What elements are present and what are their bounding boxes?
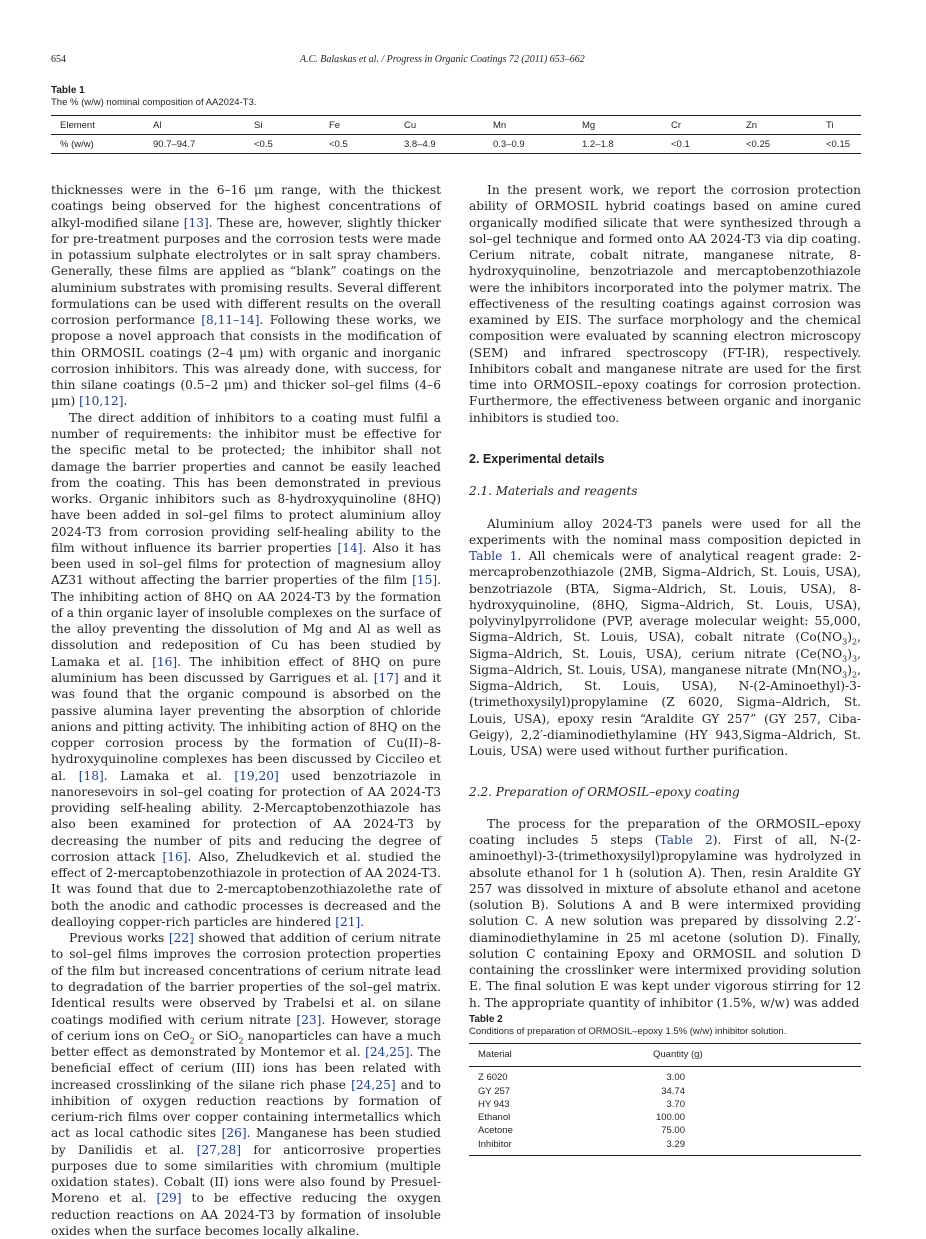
- citation-link[interactable]: [26]: [221, 1126, 247, 1141]
- section-heading: 2. Experimental details: [469, 451, 605, 466]
- running-title: A.C. Balaskas et al. / Progress in Organic Coatings 72 (2011) 653–662: [300, 54, 585, 65]
- subsection-heading: 2.2. Preparation of ORMOSIL–epoxy coating: [469, 784, 740, 799]
- table2-cell: Ethanol: [478, 1112, 511, 1124]
- table1-header-cell: Si: [254, 119, 263, 131]
- table2-cell: Z 6020: [478, 1072, 508, 1084]
- table1-cell: <0.5: [254, 138, 273, 150]
- citation-link[interactable]: [24,25]: [351, 1077, 396, 1092]
- table-link[interactable]: Table 1: [469, 549, 518, 564]
- preparation-paragraph: The process for the preparation of the ORMOSIL–epoxy coating includes 5 steps (Table 2). First of all, N-(2-aminoethyl)-3-(trimethoxysilyl)propylamine was hydrolyzed in absolute ethanol for 1 h (solution A). Then, resin Araldite GY 257 was dissolved in mixture of absolute ethanol and acetone (solution B). Solutions A and B were intermixed providing solution C. A new solution was prepared by dissolving 2.2′-diaminodiethylamine in 25 ml acetone (solution D). Finally, solution C containing Epoxy and ORMOSIL and solution D containing the crosslinker were intermixed providing solution E. The final solution E was kept under vigorous stirring for 12 h. The appropriate quantity of inhibitor (1.5%, w/w) was added: [469, 816, 861, 1010]
- table1-header-cell: Cu: [404, 119, 417, 131]
- citation-link[interactable]: [16]: [152, 654, 178, 669]
- citation-link[interactable]: [8,11–14]: [201, 313, 260, 328]
- table2-cell: 3.70: [666, 1098, 685, 1110]
- table1-header-cell: Mg: [582, 119, 596, 131]
- table1-header-cell: Ti: [826, 119, 834, 131]
- table1-cell: 3.8–4.9: [404, 138, 436, 150]
- table1-label: Table 1: [51, 85, 85, 96]
- table1-header-cell: Mn: [493, 119, 507, 131]
- table2-cell: Inhibitor: [478, 1138, 512, 1150]
- table2-cell: 75.00: [661, 1125, 685, 1137]
- table1-cell: <0.5: [329, 138, 348, 150]
- table-link[interactable]: Table 2: [659, 833, 713, 848]
- table1-header-cell: Fe: [329, 119, 341, 131]
- table2-header-cell: Material: [478, 1049, 512, 1060]
- table1-header-cell: Element: [60, 119, 95, 131]
- table2-block: [469, 1014, 861, 1156]
- table2-cell: Acetone: [478, 1125, 513, 1137]
- left-column: [51, 182, 441, 1239]
- citation-link[interactable]: [14]: [337, 540, 363, 555]
- table1-header-cell: Al: [153, 119, 162, 131]
- intro-paragraph: In the present work, we report the corrosion protection ability of ORMOSIL hybrid coatings based on amine cured organically modified silicate that were synthesized through a sol–gel technique and formed onto AA 2024-T3 via dip coating. Cerium nitrate, cobalt nitrate, manganese nitrate, 8-hydroxyquinoline, benzotriazole and mercaptobenzothiazole were the inhibitors incorporated into the polymer matrix. The effectiveness of the resulting coatings against corrosion was examined by EIS. The surface morphology and the chemical composition were evaluated by scanning electron microscopy (SEM) and infrared spectroscopy (FT-IR), respectively. Inhibitors cobalt and manganese nitrate are used for the first time into ORMOSIL–epoxy coatings for corrosion protection. Furthermore, the effectiveness between organic and inorganic inhibitors is studied too.: [469, 183, 861, 425]
- table1: [51, 115, 861, 154]
- citation-link[interactable]: [24,25]: [365, 1045, 410, 1060]
- table1-caption: The % (w/w) nominal composition of AA2024-T3.: [51, 97, 257, 108]
- table2-cell: HY 943: [478, 1098, 510, 1110]
- table1-cell: <0.1: [671, 138, 690, 150]
- table1-header-cell: Zn: [746, 119, 758, 131]
- left-paragraph-1: thicknesses were in the 6–16 μm range, with the thickest coatings being observed for the highest concentrations of alkyl-modified silane [13]. These are, however, slightly thicker for pre-treatment purposes and the corrosion tests were made in potassium sulphate electrolytes or in salt spray chambers. Generally, these films are applied as “blank” coatings on the aluminium substrates with promising results. Several different formulations can be used with different results on the overall corrosion performance [8,11–14]. Following these works, we propose a novel approach that consists in the modification of thin ORMOSIL coatings (2–4 μm) with organic and inorganic corrosion inhibitors. This was already done, with success, for thin silane coatings (0.5–2 μm) and thicker sol–gel films (4–6 μm) [10,12].: [51, 183, 441, 409]
- table2-cell: GY 257: [478, 1085, 511, 1097]
- table2-cell: 3.29: [666, 1138, 685, 1150]
- table2: [469, 1043, 861, 1156]
- table2-cell: 100.00: [655, 1112, 685, 1124]
- table1-cell: 90.7–94.7: [153, 138, 196, 150]
- table1-cell: <0.25: [746, 138, 771, 150]
- citation-link[interactable]: [21]: [335, 914, 361, 929]
- left-paragraph-2: The direct addition of inhibitors to a coating must fulfil a number of requirements: the inhibitor must be effective for the specific metal to be protected; the inhibitor shall not damage the barrier properties and cannot be easily leached from the coating. This has been demonstrated in previous works. Organic inhibitors such as 8-hydroxyquinoline (8HQ) have been added in sol–gel films to protect aluminium alloy 2024-T3 from corrosion providing self-healing ability to the film without influence its barrier properties [14]. Also it has been used in sol–gel films for protection of magnesium alloy AZ31 without affecting the barrier properties of the film [15]. The inhibiting action of 8HQ on AA 2024-T3 by the formation of a thin organic layer of insoluble complexes on the surface of the alloy preventing the dissolution of Mg and Al as well as dissolution and redeposition of Cu has been studied by Lamaka et al. [16]. The inhibition effect of 8HQ on pure aluminium has been discussed by Garrigues et al. [17] and it was found that the organic compound is absorbed on the passive alumina layer preventing the absorption of chloride anions and pitting activity. The inhibiting action of 8HQ on the copper corrosion process by the formation of Cu(II)–8-hydroxyquinoline complexes has been discussed by Ciccileo et al. [18]. Lamaka et al. [19,20] used benzotriazole in nanoresevoirs in sol–gel coating for protection of AA 2024-T3 providing self-healing ability. 2-Mercaptobenzothiazole has also been examined for protection of AA 2024-T3 by decreasing the number of pits and reducing the degree of corrosion attack [16]. Also, Zheludkevich et al. studied the effect of 2-mercaptobenzothiazole in protection of AA 2024-T3. It was found that due to 2-mercaptobenzothiazolethe rate of both the anodic and cathodic processes is decreased and the dealloying copper-rich particles are hindered [21].: [51, 410, 442, 929]
- table2-label: Table 2: [469, 1014, 503, 1025]
- right-column: [469, 182, 861, 1011]
- table2-cell: 34.74: [661, 1085, 685, 1097]
- table1-cell: <0.15: [826, 138, 851, 150]
- citation-link[interactable]: [17]: [373, 670, 399, 685]
- citation-link[interactable]: [10,12]: [79, 394, 124, 409]
- table2-cell: 3.00: [666, 1072, 685, 1084]
- citation-link[interactable]: [23]: [296, 1012, 322, 1027]
- subsection-heading: 2.1. Materials and reagents: [469, 484, 638, 499]
- table1-cell: 1.2–1.8: [582, 138, 614, 150]
- table1-block: [51, 85, 861, 154]
- citation-link[interactable]: [19,20]: [234, 768, 279, 783]
- left-paragraph-3: Previous works [22] showed that addition of cerium nitrate to sol–gel films improves the corrosion protection properties of the film but increased concentrations of cerium nitrate lead to degradation of the barrier properties of the sol–gel matrix. Identical results were observed by Trabelsi et al. on silane coatings modified with cerium nitrate [23]. However, storage of cerium ions on CeO$_2$ or SiO$_2$ nanoparticles can have a much better effect as demonstrated by Montemor et al. [24,25]. The beneficial effect of cerium (III) ions has been related with increased crosslinking of the silane rich phase [24,25] and to inhibition of oxygen reduction reactions by formation of cerium-rich films over copper containing intermetallics which act as local cathodic sites [26]. Manganese has been studied by Danilidis et al. [27,28] for anticorrosive properties purposes due to some similarities with chromium (multiple oxidation states). Cobalt (II) ions were also found by Presuel-Moreno et al. [29] to be effective reducing the oxygen reduction reactions on AA 2024-T3 by formation of insoluble oxides when the surface becomes locally alkaline.: [51, 931, 442, 1238]
- citation-link[interactable]: [29]: [156, 1191, 182, 1206]
- citation-link[interactable]: [27,28]: [196, 1142, 242, 1157]
- page-number: 654: [51, 54, 66, 65]
- table2-caption: Conditions of preparation of ORMOSIL–epoxy 1.5% (w/w) inhibitor solution.: [469, 1026, 787, 1037]
- table1-cell: 0.3–0.9: [493, 138, 525, 150]
- table2-header-cell: Quantity (g): [653, 1049, 703, 1060]
- table1-cell: % (w/w): [60, 138, 94, 150]
- citation-link[interactable]: [18]: [78, 768, 104, 783]
- materials-paragraph: Aluminium alloy 2024-T3 panels were used for all the experiments with the nominal mass composition depicted in Table 1. All chemicals were of analytical reagent grade: 2-mercaprobenzothiazole (2MB, Sigma–Aldrich, St. Louis, USA), benzotriazole (BTA, Sigma–Aldrich, St. Louis, USA), 8-hydroxyquinoline, (8HQ, Sigma–Aldrich, St. Louis, USA), polyvinylpyrrolidone (PVP, average molecular weight: 55,000, Sigma–Aldrich, St. Louis, USA), cobalt nitrate ($Co(NO_3)_2$, Sigma–Aldrich, St. Louis, USA), cerium nitrate ($Ce(NO_3)_3$, Sigma–Aldrich, St. Louis, USA), manganese nitrate ($Mn(NO_3)_2$, Sigma–Aldrich, St. Louis, USA), N-(2-Aminoethyl)-3-(trimethoxysilyl)propylamine (Z 6020, Sigma–Aldrich, St. Louis, USA), epoxy resin “Araldite GY 257” (GY 257, Ciba-Geigy), 2,2′-diaminodiethylamine (HY 943,Sigma–Aldrich, St. Louis, USA) were used without further purification.: [469, 516, 861, 759]
- table1-header-cell: Cr: [671, 119, 682, 131]
- citation-link[interactable]: [13]: [183, 215, 209, 230]
- citation-link[interactable]: [22]: [168, 931, 194, 946]
- citation-link[interactable]: [15]: [412, 573, 438, 588]
- citation-link[interactable]: [16]: [162, 849, 188, 864]
